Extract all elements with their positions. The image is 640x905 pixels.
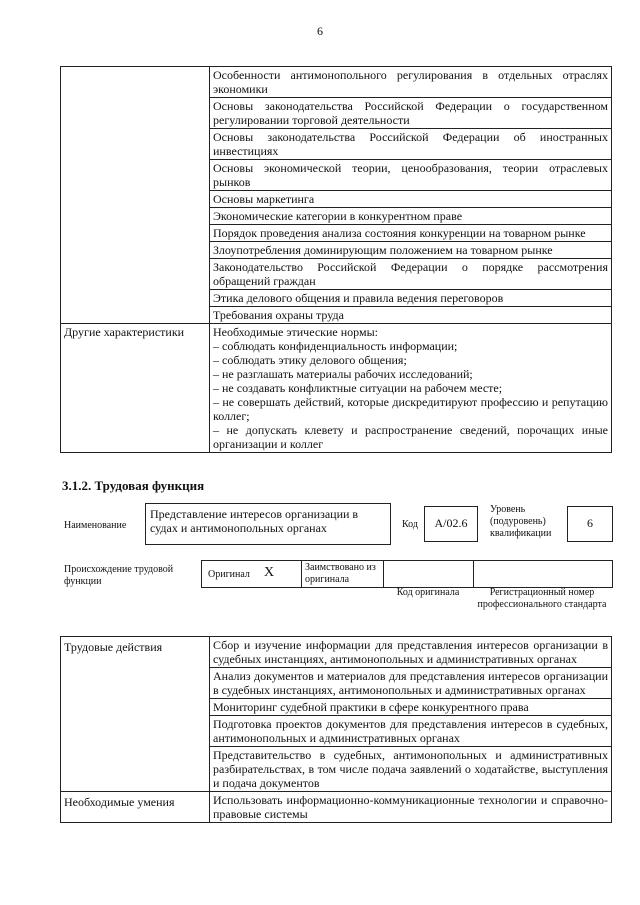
labor-action-item: Подготовка проектов документов для представления интересов в судебных, антимонопольных и административных органах xyxy=(210,716,612,747)
knowledge-item: Основы законодательства Российской Федерации о государственном регулировании торговой деятельности xyxy=(210,98,612,129)
name-value: Представление интересов организации в судах и антимонопольных органах xyxy=(150,507,359,535)
name-label: Наименование xyxy=(64,520,127,531)
code-value: A/02.6 xyxy=(434,516,468,530)
origin-code-box xyxy=(383,560,475,588)
ethics-line: – не допускать клевету и распространение сведений, порочащих иные организации и коллег xyxy=(213,423,608,451)
origin-original-mark: X xyxy=(264,565,275,580)
origin-original-box xyxy=(201,560,303,588)
table-row xyxy=(61,324,612,453)
level-value: 6 xyxy=(587,516,593,530)
knowledge-item: Основы законодательства Российской Федерации об иностранных инвестициях xyxy=(210,129,612,160)
skill-item: Использовать информационно-коммуникационные технологии и справочно-правовые системы xyxy=(210,792,612,823)
origin-original-label: Оригинал xyxy=(208,569,250,580)
knowledge-item: Экономические категории в конкурентном праве xyxy=(210,208,612,225)
knowledge-item: Этика делового общения и правила ведения переговоров xyxy=(210,290,612,307)
ethics-line: Необходимые этические нормы: xyxy=(213,325,378,339)
knowledge-item: Законодательство Российской Федерации о порядке рассмотрения обращений граждан xyxy=(210,259,612,290)
labor-action-item: Сбор и изучение информации для представления интересов организации в судебных инстанциях, антимонопольных и административных органах xyxy=(210,637,612,668)
origin-borrowed-box xyxy=(301,560,385,588)
level-value-box xyxy=(567,506,613,542)
origin-reg-caption: Регистрационный номер профессионального стандарта xyxy=(477,587,607,610)
skills-label: Необходимые умения xyxy=(61,792,210,823)
table-row xyxy=(61,67,612,98)
name-value-box xyxy=(145,503,391,545)
ethics-line: – соблюдать конфиденциальность информации; xyxy=(213,339,458,353)
knowledge-item: Требования охраны труда xyxy=(210,307,612,324)
other-characteristics-content xyxy=(210,324,612,453)
origin-borrowed-label: Заимствовано из оригинала xyxy=(305,562,376,585)
ethics-line: – соблюдать этику делового общения; xyxy=(213,353,407,367)
knowledge-item: Основы маркетинга xyxy=(210,191,612,208)
other-characteristics-label: Другие характеристики xyxy=(61,324,210,453)
labor-action-item: Представительство в судебных, антимонопольных и административных разбирательствах, в том числе подача заявлений о ходатайстве, выступления и подача документов xyxy=(210,747,612,792)
origin-label: Происхождение трудовой функции xyxy=(64,564,174,587)
labor-action-item: Мониторинг судебной практики в сфере конкурентного права xyxy=(210,699,612,716)
page-number: 6 xyxy=(317,24,323,38)
ethics-line: – не совершать действий, которые дискредитируют профессию и репутацию коллег; xyxy=(213,395,608,423)
ethics-line: – не разглашать материалы рабочих исследований; xyxy=(213,367,473,381)
knowledge-table xyxy=(60,66,612,453)
origin-reg-box xyxy=(473,560,613,588)
knowledge-item: Основы экономической теории, ценообразования, теории отраслевых рынков xyxy=(210,160,612,191)
labor-actions-label: Трудовые действия xyxy=(61,637,210,792)
labor-action-item: Анализ документов и материалов для представления интересов организации в судебных инстанциях, антимонопольных и административных органах xyxy=(210,668,612,699)
ethics-line: – не создавать конфликтные ситуации на рабочем месте; xyxy=(213,381,503,395)
origin-code-caption: Код оригинала xyxy=(396,587,460,598)
section-title: 3.1.2. Трудовая функция xyxy=(62,478,205,493)
code-value-box xyxy=(424,506,478,542)
actions-table xyxy=(60,636,612,823)
knowledge-item: Особенности антимонопольного регулирования в отдельных отраслях экономики xyxy=(210,67,612,98)
knowledge-label-cell xyxy=(61,67,210,324)
knowledge-item: Порядок проведения анализа состояния конкуренции на товарном рынке xyxy=(210,225,612,242)
table-row xyxy=(61,637,612,668)
table-row xyxy=(61,792,612,823)
code-label: Код xyxy=(402,519,418,530)
knowledge-item: Злоупотребления доминирующим положением на товарном рынке xyxy=(210,242,612,259)
level-label: Уровень (подуровень) квалификации xyxy=(490,504,552,539)
